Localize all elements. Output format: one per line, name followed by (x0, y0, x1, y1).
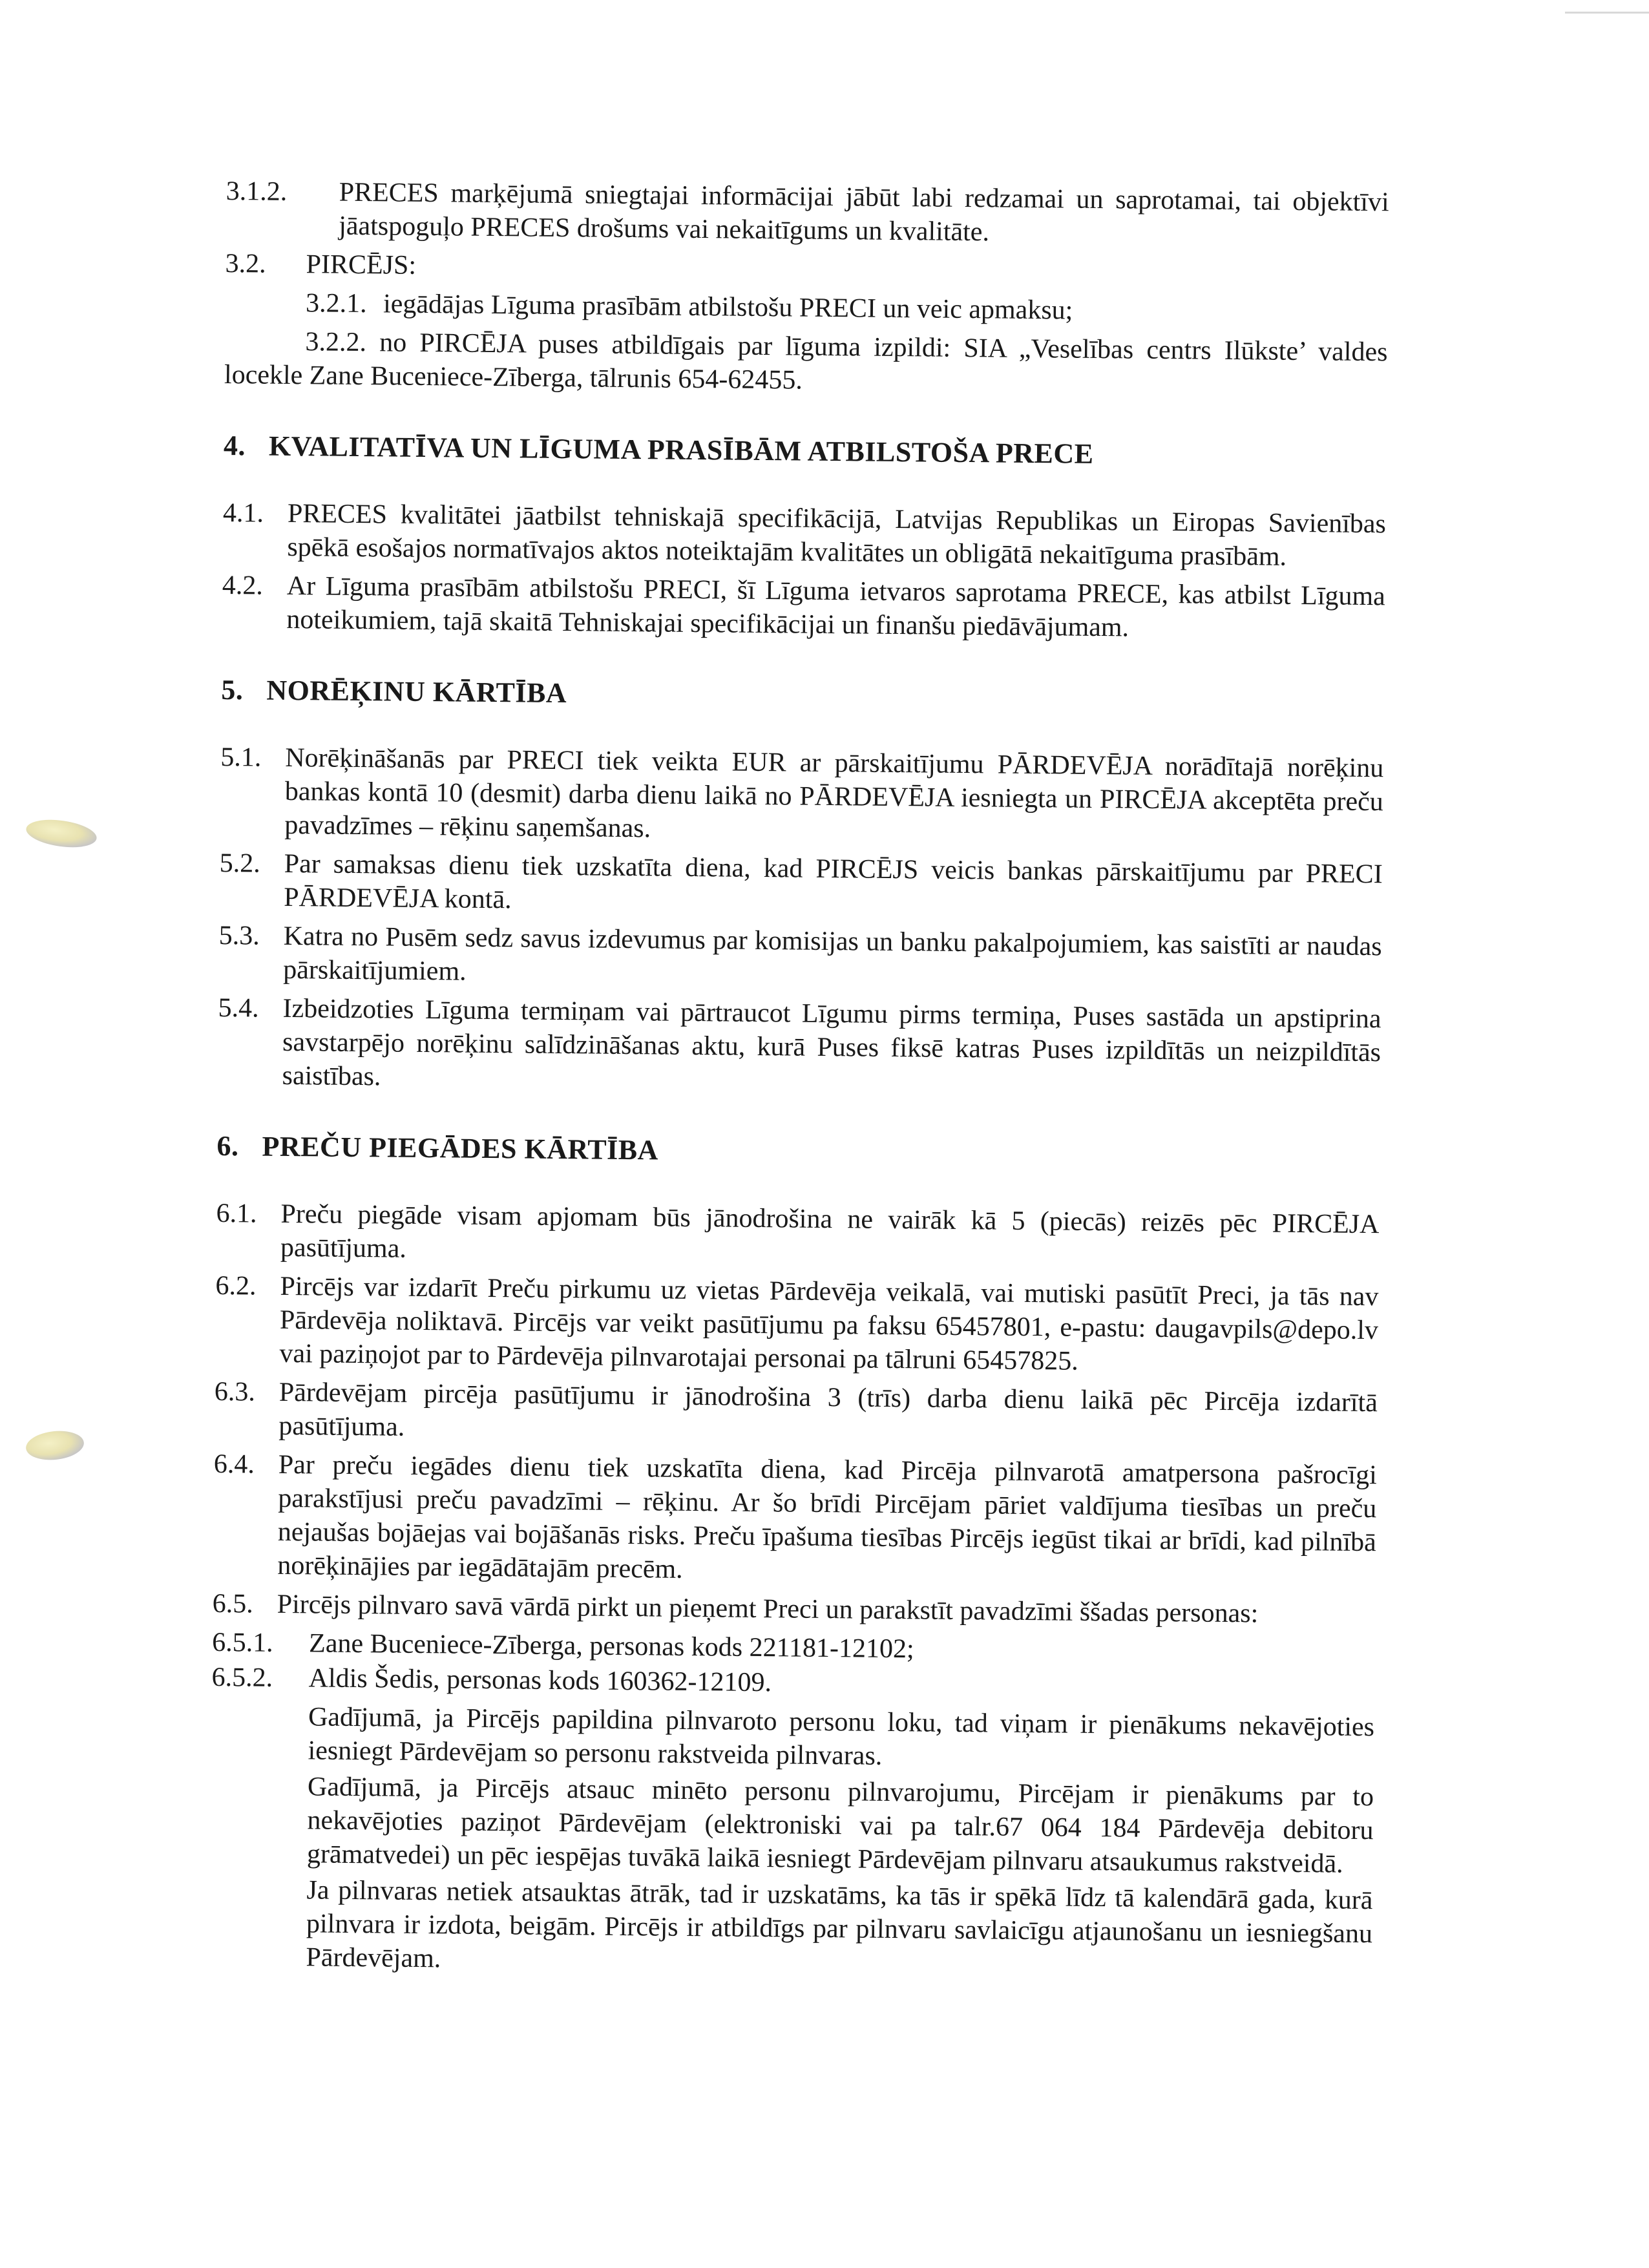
clause-number: 5.1. (220, 742, 262, 773)
clause-6-5-paragraph: Gadījumā, ja Pircējs atsauc minēto personu pilnvarojumu, Pircējam ir pienākums par to nekavējoties paziņot Pārdevējam (elektroniski vai pa talr.67 064 184 Pārdevēja debitoru grāmatvedei) un pēc iespējas tuvākā laikā iesniegt Pārdevējam pilnvaru atsaukumus rakstveidā. (306, 1772, 1374, 1879)
clause-5-1 (220, 740, 1383, 852)
clause-text: no PIRCĒJA puses atbildīgais par līguma izpildi: SIA „Veselības centrs Ilūkste’ valdes locekle Zane Buceniece-Zīberga, tālrunis 654-62455. (224, 328, 1388, 395)
clause-text: Izbeidzoties Līguma termiņam vai pārtraucot Līgumu pirms termiņa, Puses sastāda un apstiprina savstarpējo norēķinu salīdzināšanas aktu, kurā Puses fiksē katras Puses izpildītās un neizpildītās saistības. (282, 993, 1381, 1092)
clause-text: Preču piegāde visam apjomam būs jānodrošina ne vairāk kā 5 (piecās) reizēs pēc PIRCĒJA pasūtījuma. (280, 1199, 1380, 1264)
clause-number: 3.2.2. (305, 327, 367, 358)
clause-text: PRECES marķējumā sniegtajai informācijai jābūt labi redzamai un saprotamai, tai objektīvi jāatspoguļo PRECES drošums vai nekaitīgums un kvalitāte. (339, 177, 1389, 247)
clause-6-2 (215, 1269, 1378, 1381)
clause-number: 6.5.2. (211, 1662, 273, 1693)
clause-6-5-paragraph: Gadījumā, ja Pircējs papildina pilnvaroto personu loku, tad viņam ir pienākums nekavējoties iesniegt Pārdevējam so personu rakstveida pilnvaras. (308, 1702, 1375, 1771)
clause-text: PRECES kvalitātei jāatbilst tehniskajā specifikācijā, Latvijas Republikas un Eiropas Savienības spēkā esošajos normatīvajos aktos noteiktajām kvalitātes un obligātā nekaitīguma prasībām. (287, 498, 1387, 572)
clause-6-3 (214, 1375, 1378, 1453)
clause-6-1 (216, 1197, 1380, 1275)
section-number: 4. (223, 429, 246, 462)
clause-number: 5.4. (218, 992, 259, 1024)
clause-text: Ar Līguma prasībām atbilstošu PRECI, šī Līguma ietvaros saprotama PRECE, kas atbilst Līguma noteikumiem, tajā skaitā Tehniskajai specifikācijai un finanšu piedāvājumam. (286, 571, 1386, 643)
section-number: 6. (216, 1129, 239, 1162)
clause-text: Katra no Pusēm sedz savus izdevumus par komisijas un banku pakalpojumiem, kas saistīti ar naudas pārskaitījumiem. (282, 921, 1382, 987)
clause-5-3 (218, 919, 1382, 997)
clause-number: 4.1. (222, 498, 264, 529)
clause-5-4 (217, 991, 1381, 1103)
clause-5-2 (219, 846, 1383, 925)
clause-text: Pircējs pilnvaro savā vārdā pirkt un pieņemt Preci un parakstīt pavadzīmi ššadas personas: (277, 1589, 1259, 1629)
clause-number: 5.2. (219, 848, 260, 879)
clause-text: Par samaksas dienu tiek uzskatīta diena, kad PIRCĒJS veicis bankas pārskaitījumu par PRECI PĀRDEVĒJA kontā. (284, 848, 1383, 915)
clause-6-5-paragraph: Ja pilnvaras netiek atsauktas ātrāk, tad ir uzskatāms, ka tās ir spēkā līdz tā kalendārā gada, kurā pilnvara ir izdota, beigām. Pircējs ir atbildīgs par pilnvaru savlaicīgu atjaunošanu un iesniegšanu Pārdevējam. (306, 1875, 1373, 1974)
clause-6-4 (213, 1447, 1377, 1593)
clause-number: 3.2.1. (305, 288, 367, 319)
clause-3-2-2 (224, 324, 1388, 403)
section-title: KVALITATĪVA UN LĪGUMA PRASĪBĀM ATBILSTOŠA PRECE (268, 430, 1094, 470)
clause-6-5 (213, 1587, 1376, 1632)
section-heading-4 (224, 429, 1387, 474)
contract-text (209, 174, 1389, 1987)
section-heading-6 (216, 1129, 1380, 1174)
clause-text: Pircējs var izdarīt Preču pirkumu uz vietas Pārdevēja veikalā, vai mutiski pasūtīt Preci, ja tās nav Pārdevēja noliktavā. Pircējs var veikt pasūtījumu pa faksu 65457801, e-pastu: daugavpils@depo.lv vai paziņojot par to Pārdevēja pilnvarotajai personai pa tālruni 65457825. (279, 1271, 1379, 1376)
scan-edge-line (1565, 12, 1649, 14)
clause-text: PIRCĒJS: (306, 249, 417, 280)
clause-3-2 (225, 247, 1388, 291)
clause-3-2-1 (225, 286, 1388, 330)
clause-number: 6.3. (214, 1376, 256, 1407)
clause-text: iegādājas Līguma prasībām atbilstošu PRECI un veic apmaksu; (383, 289, 1073, 326)
clause-4-1 (222, 496, 1386, 574)
section-heading-5 (221, 673, 1384, 718)
clause-text: Zane Buceniece-Zīberga, personas kods 221181-12102; (308, 1628, 914, 1664)
punch-hole-mark (25, 816, 98, 852)
clause-number: 6.1. (216, 1198, 257, 1229)
clause-text: Aldis Šedis, personas kods 160362-12109. (308, 1663, 772, 1698)
clause-3-1-2 (226, 174, 1389, 253)
section-title: PREČU PIEGĀDES KĀRTĪBA (262, 1130, 659, 1166)
clause-number: 3.1.2. (226, 176, 288, 207)
section-number: 5. (221, 673, 244, 706)
clause-number: 6.5.1. (211, 1627, 273, 1658)
clause-number: 6.5. (212, 1588, 253, 1619)
clause-text: Norēķināšanās par PRECI tiek veikta EUR ar pārskaitījumu PĀRDEVĒJA norādītajā norēķinu bankas kontā 10 (desmit) darba dienu laikā no PĀRDEVĒJA iesniegta un PIRCĒJA akceptēta preču pavadzīmes – rēķinu saņemšanas. (284, 742, 1384, 844)
clause-text: Par preču iegādes dienu tiek uzskatīta diena, kad Pircēja pilnvarotā amatpersona pašrocīgi parakstījusi preču pavadzīmi – rēķinu. Ar šo brīdi Pircējam pāriet valdījuma tiesības un preču nejaušas bojāejas vai bojāšanās risks. Preču īpašuma tiesības Pircējs iegūst tikai ar brīdi, kad pilnībā norēķinājies par iegādātajām precēm. (277, 1449, 1377, 1584)
clause-number: 3.2. (225, 248, 266, 279)
clause-number: 5.3. (218, 920, 260, 951)
clause-number: 6.4. (213, 1449, 255, 1480)
clause-4-2 (222, 569, 1385, 647)
clause-number: 4.2. (222, 570, 264, 601)
clause-number: 6.2. (215, 1270, 257, 1301)
punch-hole-mark (25, 1428, 85, 1462)
clause-text: Pārdevējam pircēja pasūtījumu ir jānodrošina 3 (trīs) darba dienu laikā pēc Pircēja izdarītā pasūtījuma. (278, 1377, 1378, 1442)
section-title: NORĒĶINU KĀRTĪBA (266, 674, 567, 709)
